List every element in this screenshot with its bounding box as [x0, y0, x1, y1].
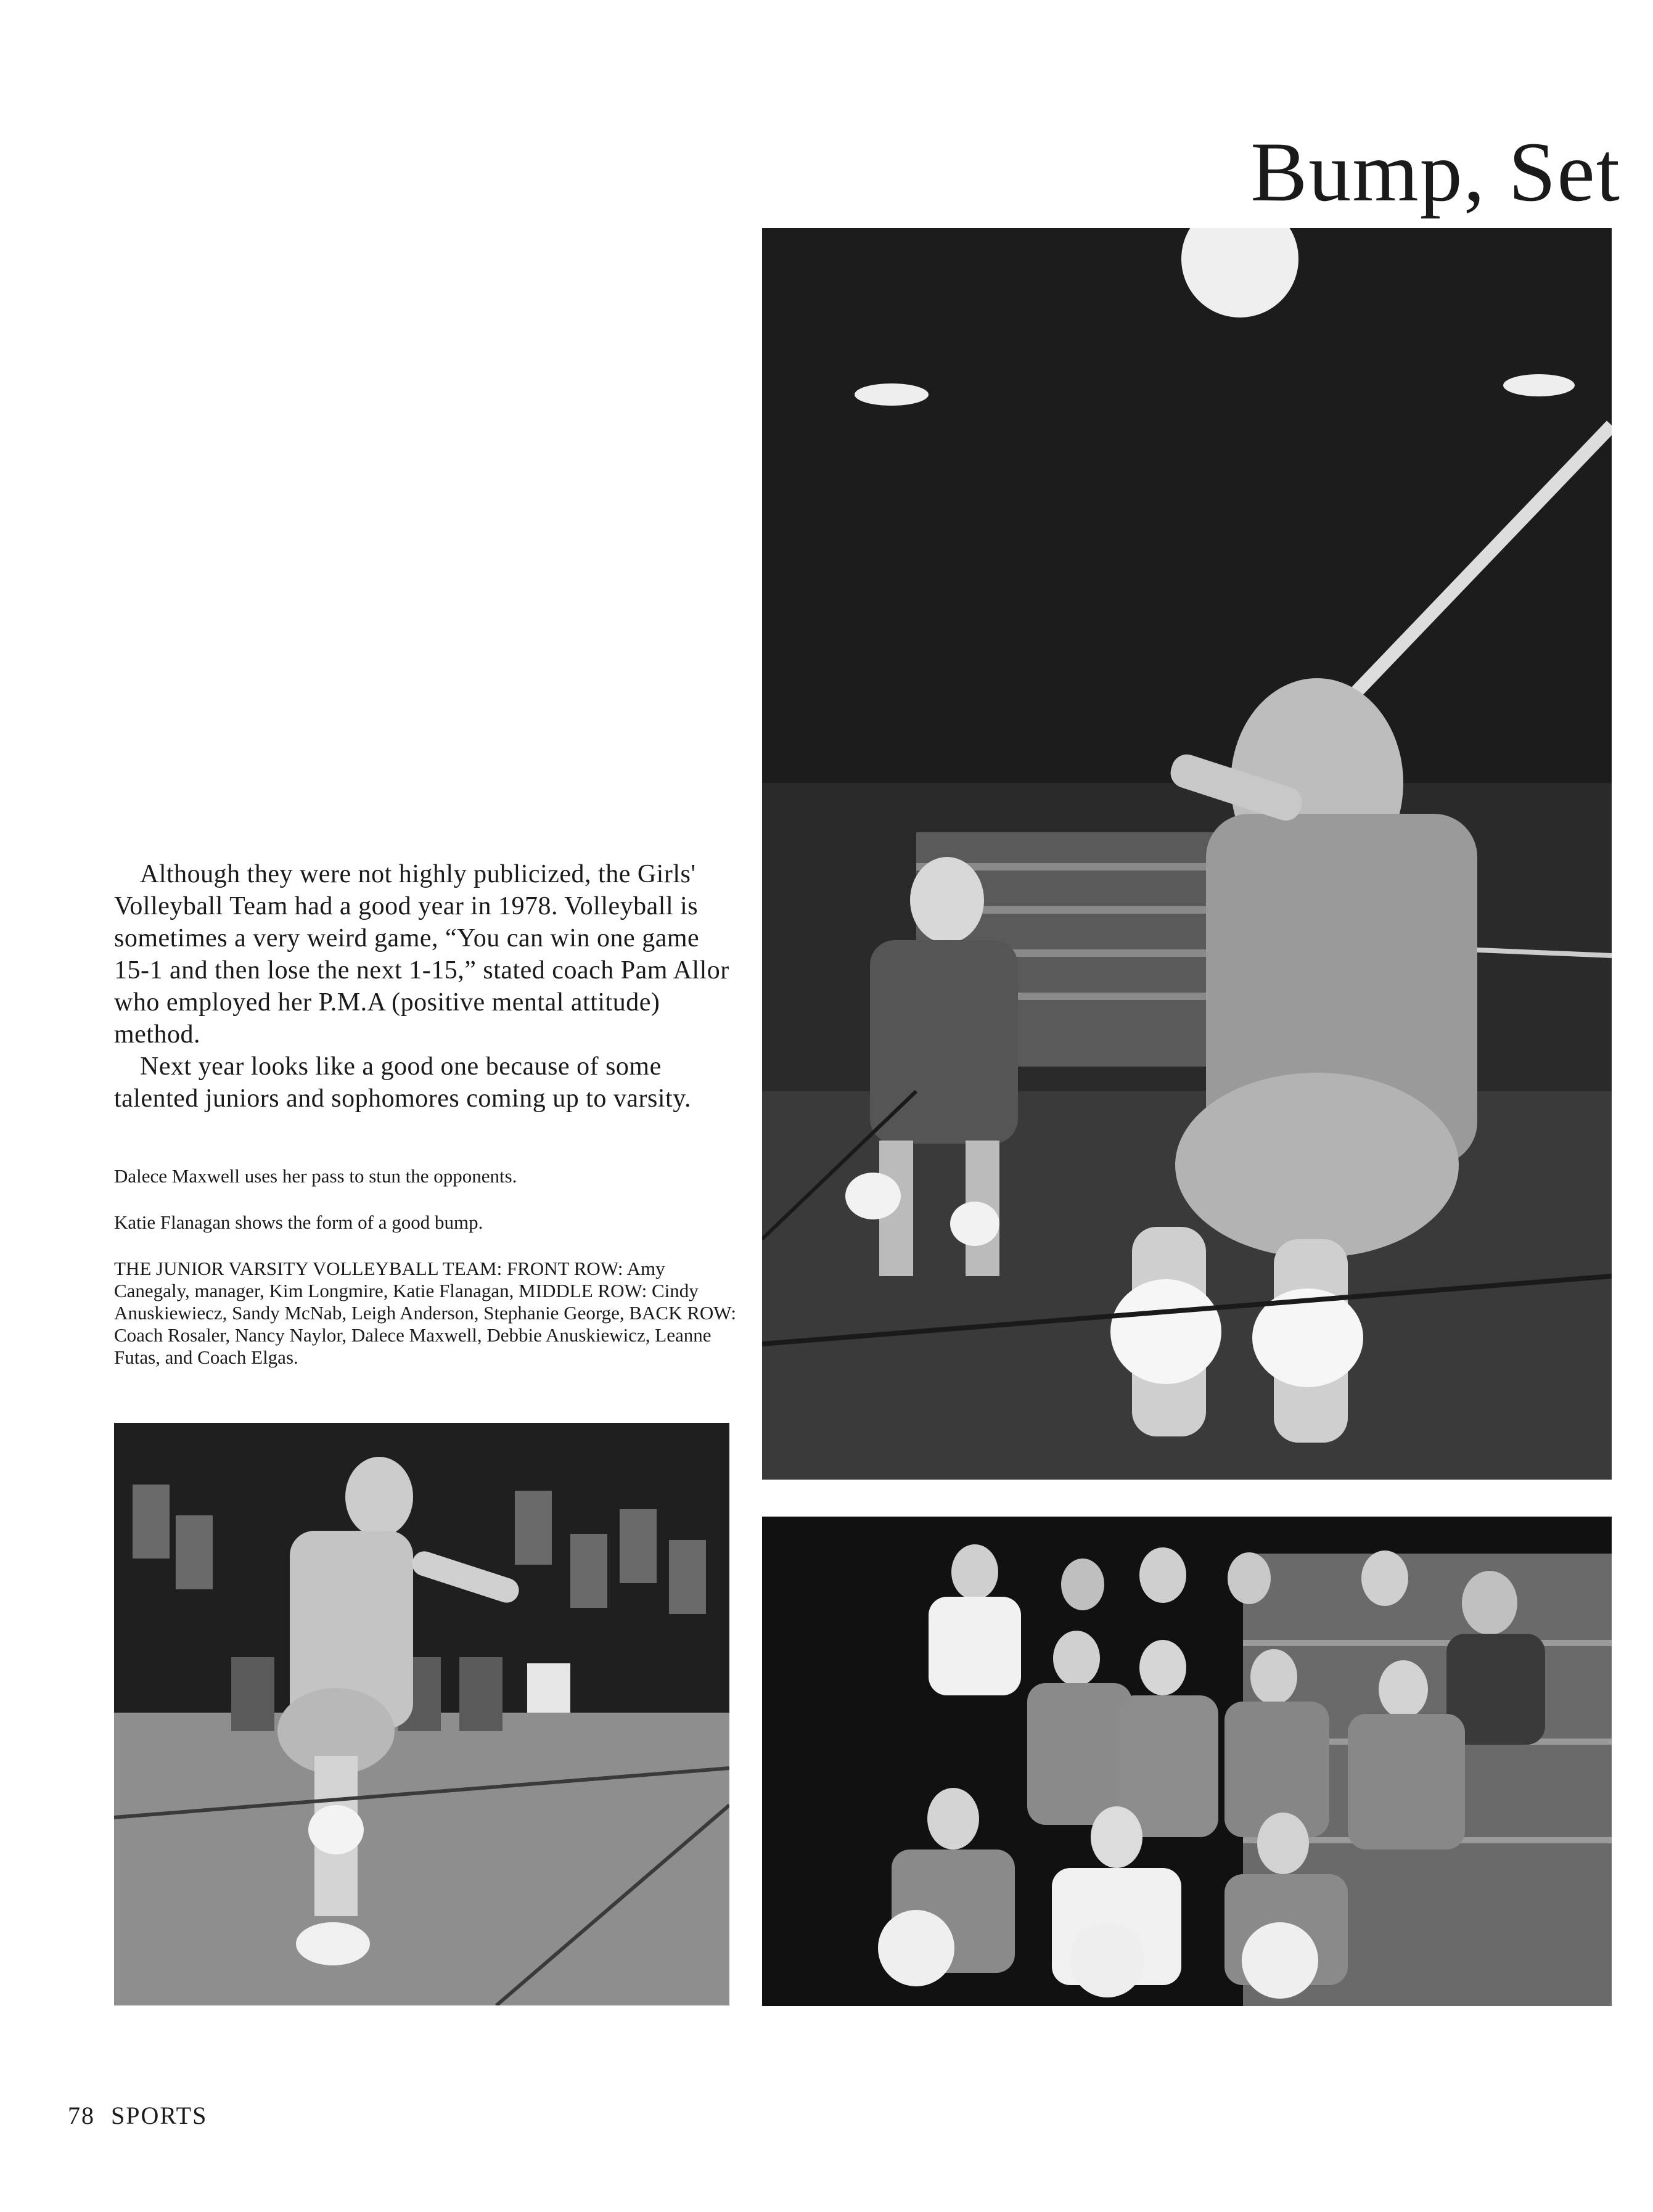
- caption-dalece-maxwell: Dalece Maxwell uses her pass to stun the opponents.: [114, 1165, 517, 1187]
- article-paragraph: Although they were not highly publicized, the Girls' Volleyball Team had a good year in 1978. Volleyball is sometimes a very weird game, “You can win one game 15-1 and then lose the next 1-15,” stated coach Pam Allor who employed her P.M.A (positive mental attitude) method.: [114, 860, 729, 1049]
- caption-katie-flanagan: Katie Flanagan shows the form of a good bump.: [114, 1211, 483, 1233]
- page-footer: [68, 2101, 207, 2130]
- page-number: 78: [68, 2102, 95, 2129]
- article-text: [114, 858, 737, 1115]
- caption-team-roster: THE JUNIOR VARSITY VOLLEYBALL TEAM: FRONT ROW: Amy Canegaly, manager, Kim Longmire, Katie Flanagan, MIDDLE ROW: Cindy Anuskiewiecz, Sandy McNab, Leigh Anderson, Stephanie George, BACK ROW: Coach Rosaler, Nancy Naylor, Dalece Maxwell, Debbie Anuskiewicz, Leanne Futas, and Coach Elgas.: [114, 1258, 737, 1368]
- page-title: Bump, Set: [1250, 125, 1621, 219]
- photo-jv-team: [762, 1517, 1612, 2006]
- article-paragraph: Next year looks like a good one because of some talented juniors and sophomores coming up to varsity.: [114, 1052, 691, 1113]
- section-name: SPORTS: [111, 2102, 208, 2129]
- photo-bump-form: [114, 1423, 729, 2005]
- photo-volleyball-action: [762, 228, 1612, 1480]
